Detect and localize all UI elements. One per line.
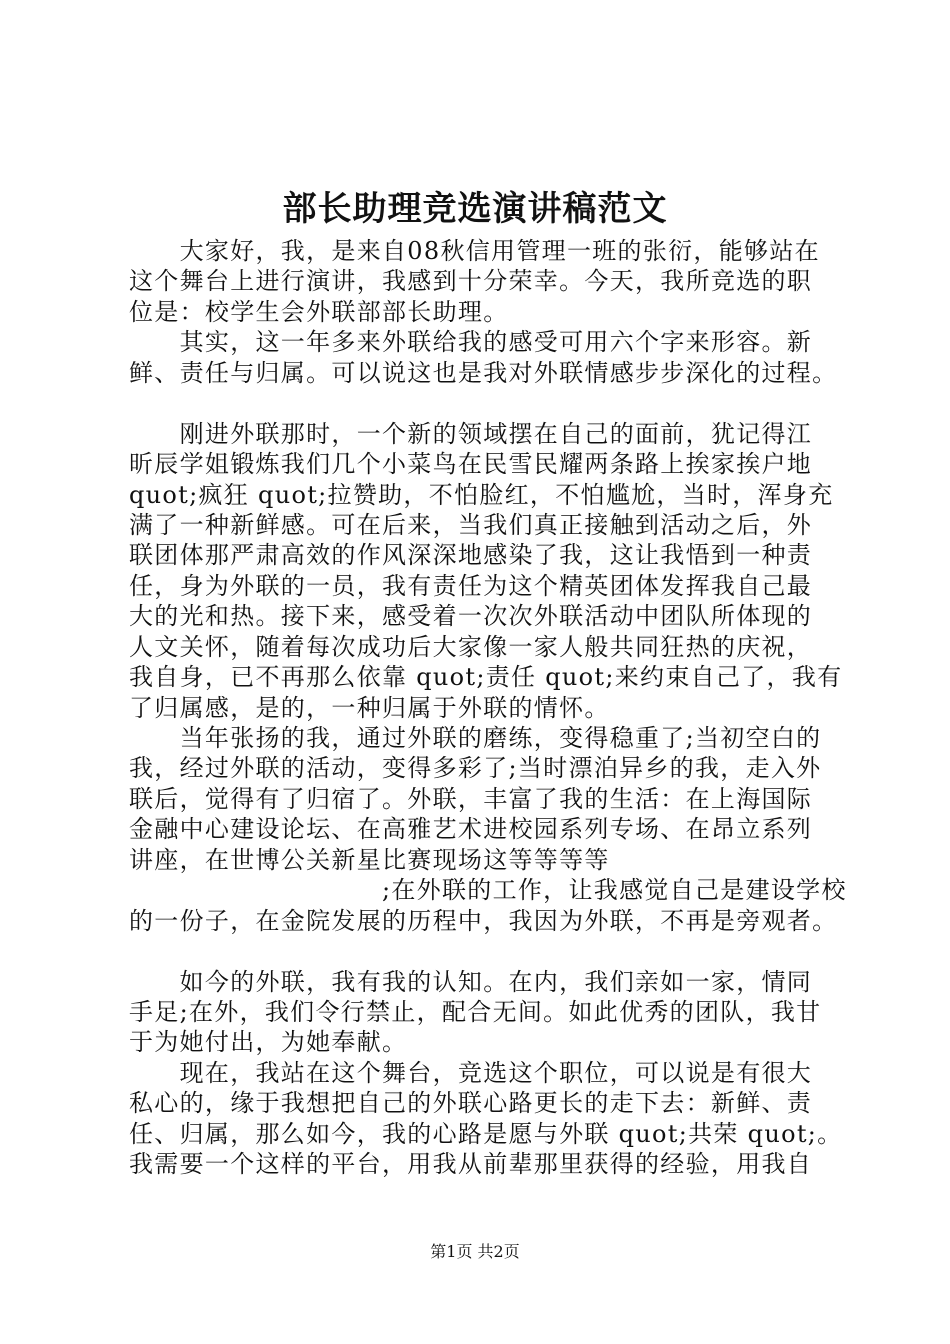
text-line: 私心的，缘于我想把自己的外联心路更长的走下去：新鲜、责 (129, 1089, 813, 1118)
text-line: 联团体那严肃高效的作风深深地感染了我，这让我悟到一种责 (129, 541, 813, 570)
text-line: 任、归属，那么如今，我的心路是愿与外联 quot;共荣 quot;。 (129, 1119, 843, 1148)
text-line: 任，身为外联的一员，我有责任为这个精英团体发挥我自己最 (129, 571, 813, 600)
text-line: 的一份子，在金院发展的历程中，我因为外联，不再是旁观者。 (129, 906, 838, 935)
text-line: 昕辰学姐锻炼我们几个小菜鸟在民雪民耀两条路上挨家挨户地 (129, 450, 813, 479)
text-line: 刚进外联那时，一个新的领域摆在自己的面前，犹记得江 (129, 419, 813, 448)
text-line: 我自身，已不再那么依靠 quot;责任 quot;来约束自己了，我有 (129, 663, 843, 692)
document-title: 部长助理竞选演讲稿范文 (282, 189, 668, 229)
text-line: 金融中心建设论坛、在高雅艺术进校园系列专场、在昂立系列 (129, 815, 813, 844)
text-line: 满了一种新鲜感。可在后来，当我们真正接触到活动之后，外 (129, 510, 813, 539)
text-line: 讲座，在世博公关新星比赛现场这等等等等 (129, 845, 610, 874)
text-line: 鲜、责任与归属。可以说这也是我对外联情感步步深化的过程。 (129, 358, 838, 387)
text-line: 现在，我站在这个舞台，竞选这个职位，可以说是有很大 (129, 1058, 813, 1087)
text-line: 于为她付出，为她奉献。 (129, 1028, 408, 1057)
text-line: 人文关怀，随着每次成功后大家像一家人般共同狂热的庆祝， (129, 632, 813, 661)
text-line (129, 388, 834, 418)
page-footer: 第1页 共2页 (430, 1242, 520, 1261)
text-line (129, 936, 834, 966)
text-line: 大家好，我，是来自08秋信用管理一班的张衍，能够站在 (129, 237, 820, 265)
text-line: 我需要一个这样的平台，用我从前辈那里获得的经验，用我自 (129, 1150, 813, 1179)
text-line: quot;疯狂 quot;拉赞助，不怕脸红，不怕尴尬，当时，浑身充 (129, 480, 834, 509)
document-body (129, 236, 847, 1180)
text-line: 大的光和热。接下来，感受着一次次外联活动中团队所体现的 (129, 602, 813, 631)
text-line: 其实，这一年多来外联给我的感受可用六个字来形容。新 (129, 328, 813, 357)
text-line: 手足;在外，我们令行禁止，配合无间。如此优秀的团队，我甘 (129, 997, 822, 1026)
text-line: 这个舞台上进行演讲，我感到十分荣幸。今天，我所竞选的职 (129, 267, 813, 296)
text-line: 如今的外联，我有我的认知。在内，我们亲如一家，情同 (129, 967, 813, 996)
text-line: 位是：校学生会外联部部长助理。 (129, 297, 509, 326)
text-line: 我，经过外联的活动，变得多彩了;当时漂泊异乡的我，走入外 (129, 754, 822, 783)
text-line: 当年张扬的我，通过外联的磨练，变得稳重了;当初空白的 (129, 724, 822, 752)
text-line: ;在外联的工作，让我感觉自己是建设学校 (129, 876, 847, 905)
text-line: 联后，觉得有了归宿了。外联，丰富了我的生活：在上海国际 (129, 784, 813, 813)
text-line: 了归属感，是的，一种归属于外联的情怀。 (129, 693, 610, 722)
